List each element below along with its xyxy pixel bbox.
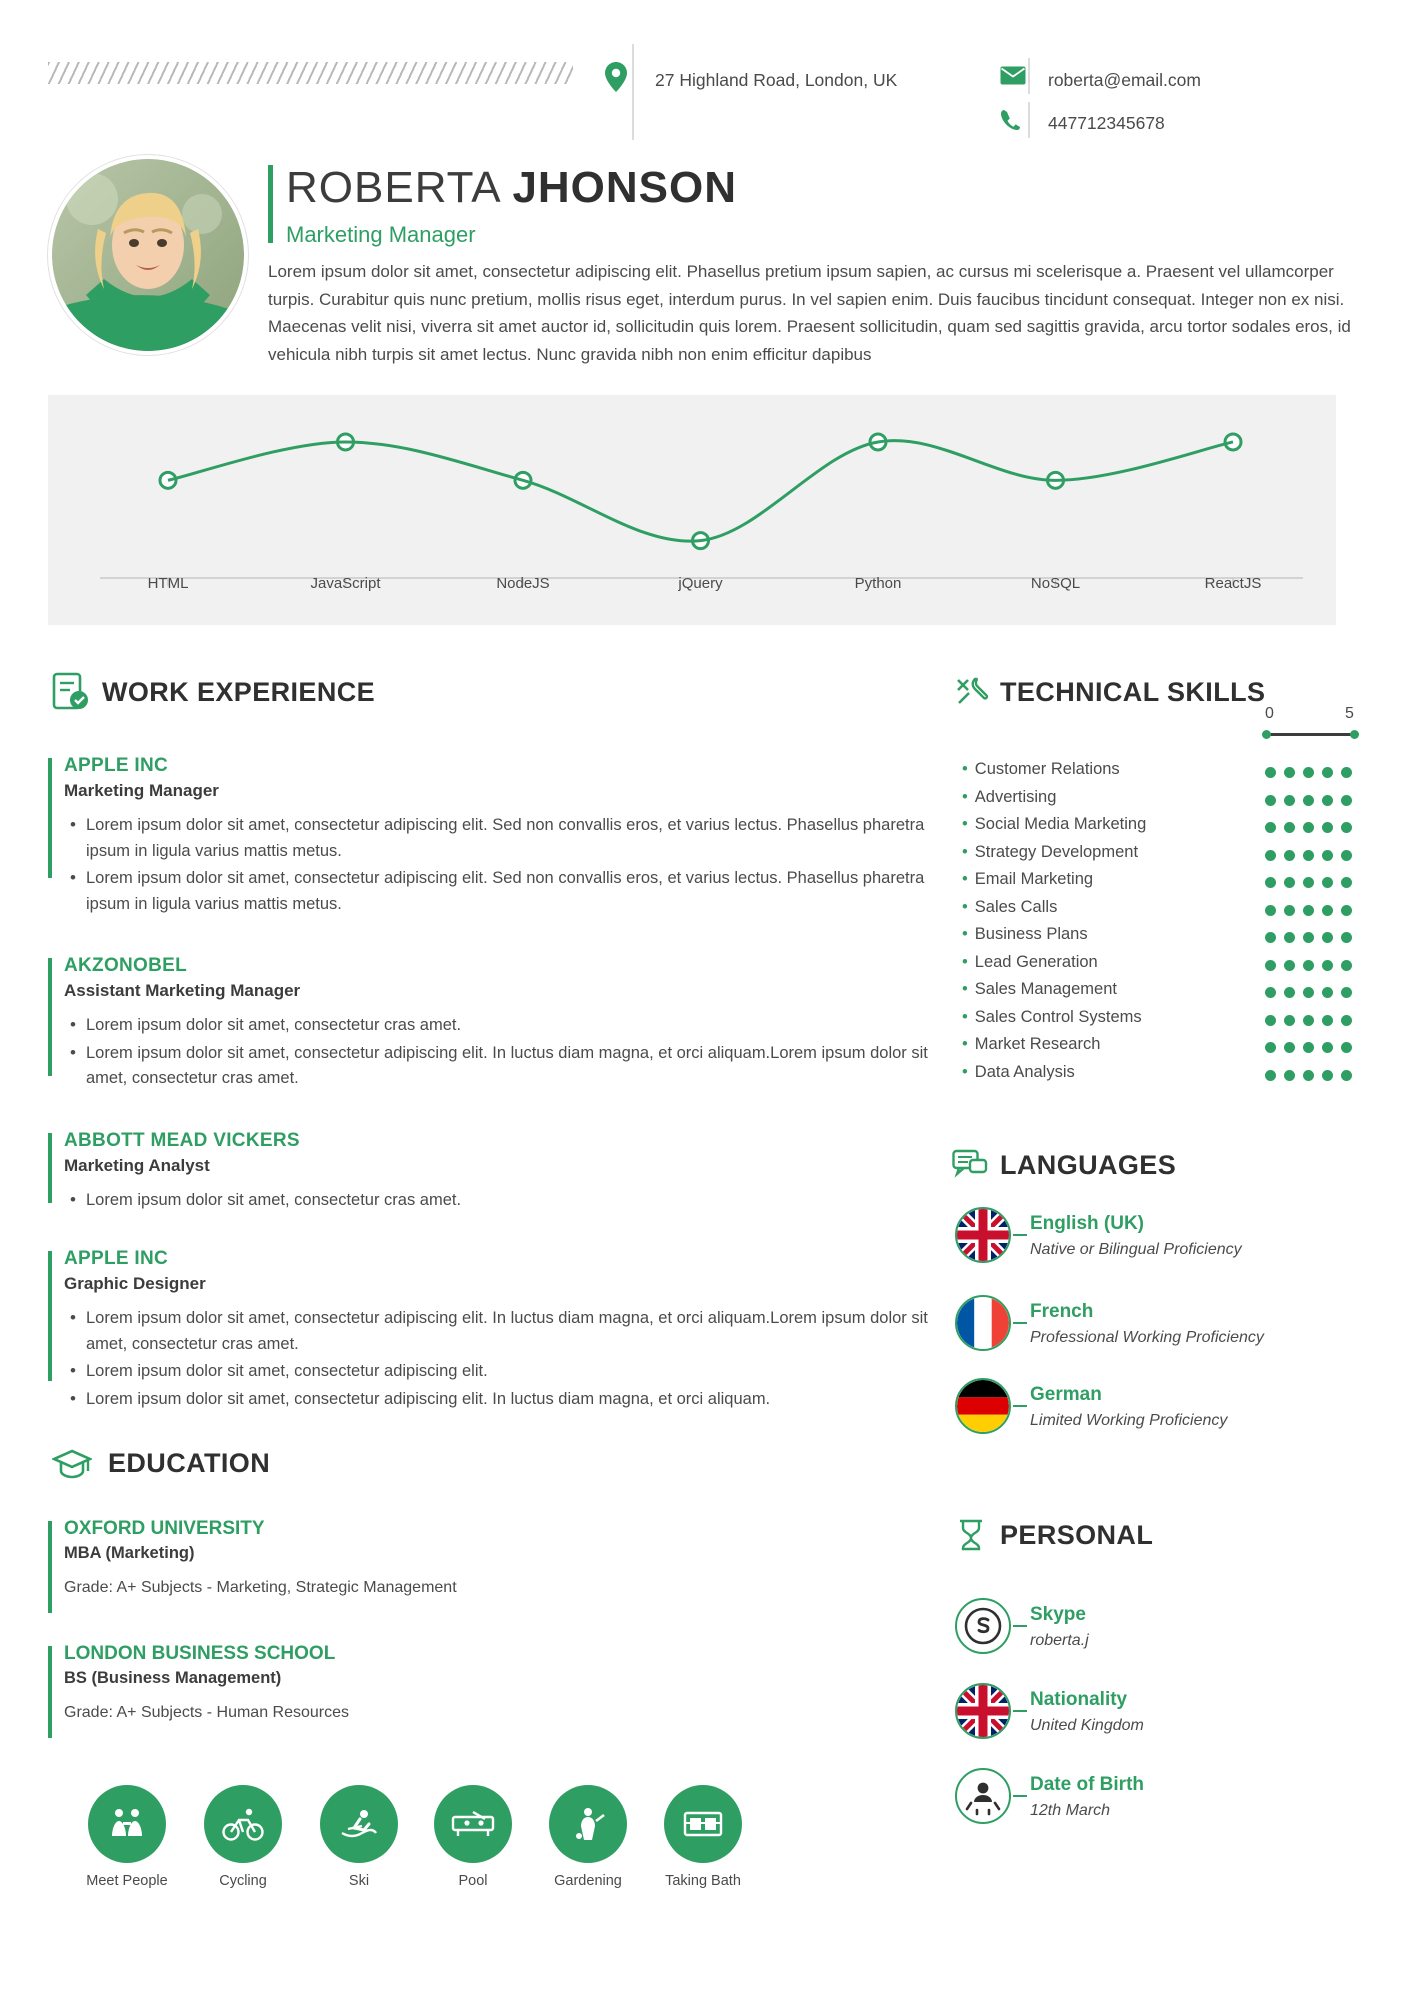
work-experience-item <box>48 955 928 1094</box>
address-text: 27 Highland Road, London, UK <box>655 70 898 90</box>
water-ski-icon <box>320 1785 398 1863</box>
baby-icon <box>955 1768 1011 1824</box>
rating-dot <box>1322 767 1333 778</box>
hobby-item <box>533 1785 643 1889</box>
language-name: English (UK) <box>1030 1213 1144 1234</box>
degree-name: BS (Business Management) <box>64 1669 282 1687</box>
hobby-item <box>72 1785 182 1889</box>
skill-rating <box>1265 985 1365 1003</box>
job-bullet: • Lorem ipsum dolor sit amet, consectetur cras amet. <box>64 1013 928 1039</box>
section-title-work: WORK EXPERIENCE <box>102 677 376 707</box>
chart-x-labels <box>48 575 1336 615</box>
rating-dot <box>1322 822 1333 833</box>
chart-x-label: Python <box>854 575 902 592</box>
rating-dot <box>1303 1042 1314 1053</box>
item-accent-bar <box>48 758 52 878</box>
rating-dot <box>1303 987 1314 998</box>
connector-dash <box>1013 1234 1027 1236</box>
school-name: LONDON BUSINESS SCHOOL <box>64 1643 336 1664</box>
language-name: French <box>1030 1301 1094 1322</box>
watering-can-icon <box>549 1785 627 1863</box>
personal-value: United Kingdom <box>1030 1717 1144 1734</box>
hobby-item <box>648 1785 758 1889</box>
rating-dot <box>1303 960 1314 971</box>
first-name: ROBERTA <box>286 163 513 212</box>
language-level: Native or Bilingual Proficiency <box>1030 1241 1242 1258</box>
job-bullet: • Lorem ipsum dolor sit amet, consectetur adipiscing elit. In luctus diam magna, et orci aliquam.Lorem ipsum dolor sit amet, consectetur cras amet. <box>64 1041 928 1092</box>
rating-dot <box>1265 877 1276 888</box>
job-bullet: • Lorem ipsum dolor sit amet, consectetur adipiscing elit. <box>64 1359 928 1385</box>
chart-line <box>168 441 1233 542</box>
rating-dot <box>1341 1015 1352 1026</box>
rating-dot <box>1265 1015 1276 1026</box>
divider-email <box>1028 58 1030 94</box>
chart-x-label: ReactJS <box>1204 575 1262 592</box>
vertical-divider <box>632 44 634 140</box>
rating-dot <box>1341 932 1352 943</box>
personal-value: 12th March <box>1030 1802 1111 1819</box>
pool-table-icon <box>434 1785 512 1863</box>
job-title: Graphic Designer <box>64 1274 206 1293</box>
item-accent-bar <box>48 958 52 1076</box>
skill-rating <box>1265 958 1365 976</box>
education-item <box>48 1643 928 1722</box>
skill-rating <box>1265 875 1365 893</box>
language-name: German <box>1030 1384 1102 1405</box>
divider-phone <box>1028 102 1030 138</box>
rating-dot <box>1284 795 1295 806</box>
job-bullets <box>64 1013 928 1092</box>
france-flag-icon <box>955 1295 1011 1351</box>
job-bullet: • Lorem ipsum dolor sit amet, consectetur adipiscing elit. Sed non convallis eros, et varius lectus. Phasellus pharetra ipsum in ligula varius mattis metus. <box>64 866 928 917</box>
tools-icon <box>955 675 989 714</box>
skill-rating <box>1265 793 1365 811</box>
hatch-decoration <box>48 62 573 84</box>
job-role: Marketing Manager <box>286 222 476 247</box>
language-level: Professional Working Proficiency <box>1030 1329 1264 1346</box>
rating-dot <box>1322 1070 1333 1081</box>
company-name: APPLE INC <box>64 1248 169 1269</box>
scale-max-label: 5 <box>1345 705 1354 722</box>
hobby-label: Taking Bath <box>665 1873 741 1889</box>
skill-label: • Lead Generation <box>962 953 1098 972</box>
company-name: AKZONOBEL <box>64 955 188 976</box>
connector-dash <box>1013 1710 1027 1712</box>
rating-dot <box>1303 795 1314 806</box>
page-title <box>286 163 737 213</box>
job-bullets <box>64 1188 928 1214</box>
bicycle-icon <box>204 1785 282 1863</box>
contact-bar <box>0 0 1416 150</box>
skill-rating <box>1265 1068 1365 1086</box>
rating-dot <box>1284 877 1295 888</box>
personal-label: Skype <box>1030 1604 1086 1625</box>
grade-text: Grade: A+ Subjects - Human Resources <box>64 1704 350 1721</box>
rating-dot <box>1322 905 1333 916</box>
connector-dash <box>1013 1625 1027 1627</box>
rating-dot <box>1265 850 1276 861</box>
personal-label: Date of Birth <box>1030 1774 1144 1795</box>
rating-dot <box>1341 987 1352 998</box>
email-text[interactable]: roberta@email.com <box>1048 70 1201 90</box>
rating-dot <box>1341 877 1352 888</box>
rating-dot <box>1322 1042 1333 1053</box>
profile-summary: Lorem ipsum dolor sit amet, consectetur adipiscing elit. Phasellus pretium ipsum sapien, ac cursus mi scelerisque a. Praesent vel ullamcorper turpis. Curabitur quis nunc pretium, mollis risus eget, interdum purus. In vel sapien enim. Duis faucibus tincidunt consequat. Integer non ex nisi. Maecenas velit nisi, viverra sit amet auctor id, sollicitudin quis lorem. Praesent sollicitudin, quam sed sagittis gravida, arcu tortor sodales eros, id vehicula nibh turpis sit amet lectus. Nunc gravida nibh non enim efficitur dapibus <box>268 262 1351 364</box>
connector-dash <box>1013 1795 1027 1797</box>
skill-label: • Sales Control Systems <box>962 1008 1142 1027</box>
rating-dot <box>1284 1070 1295 1081</box>
personal-value: roberta.j <box>1030 1632 1089 1649</box>
phone-text[interactable]: 447712345678 <box>1048 113 1165 133</box>
rating-dot <box>1284 1015 1295 1026</box>
rating-dot <box>1303 850 1314 861</box>
item-accent-bar <box>48 1133 52 1203</box>
document-badge-icon <box>52 672 90 717</box>
envelope-icon <box>1000 66 1026 90</box>
rating-dot <box>1322 795 1333 806</box>
rating-dot <box>1303 877 1314 888</box>
skill-rating <box>1265 1040 1365 1058</box>
scale-min-label: 0 <box>1265 705 1274 722</box>
rating-dot <box>1265 932 1276 943</box>
rating-dot <box>1284 822 1295 833</box>
hobby-label: Ski <box>348 1873 370 1889</box>
skype-icon <box>955 1598 1011 1654</box>
education-item <box>48 1518 928 1597</box>
work-experience-item <box>48 1130 928 1216</box>
job-bullet: • Lorem ipsum dolor sit amet, consectetur adipiscing elit. Sed non convallis eros, et varius lectus. Phasellus pharetra ipsum in ligula varius mattis metus. <box>64 813 928 864</box>
chart-x-label: HTML <box>147 575 189 592</box>
avatar <box>48 155 248 355</box>
job-bullets <box>64 1306 928 1412</box>
hobby-item <box>418 1785 528 1889</box>
rating-dot <box>1322 960 1333 971</box>
skills-line-chart <box>48 395 1336 625</box>
rating-dot <box>1303 905 1314 916</box>
rating-dot <box>1284 905 1295 916</box>
rating-dot <box>1265 1042 1276 1053</box>
rating-dot <box>1284 960 1295 971</box>
rating-dot <box>1322 1015 1333 1026</box>
phone-icon <box>1000 108 1024 137</box>
hobby-item <box>304 1785 414 1889</box>
rating-dot <box>1322 850 1333 861</box>
rating-dot <box>1322 932 1333 943</box>
section-title-personal: PERSONAL <box>1000 1520 1154 1550</box>
skill-rating <box>1265 930 1365 948</box>
job-title: Marketing Manager <box>64 781 219 800</box>
chat-bubbles-icon <box>952 1148 988 1185</box>
rating-dot <box>1265 767 1276 778</box>
rating-dot <box>1265 822 1276 833</box>
chart-x-label: NodeJS <box>496 575 550 592</box>
rating-dot <box>1265 987 1276 998</box>
location-pin-icon <box>604 62 628 97</box>
connector-dash <box>1013 1405 1027 1407</box>
skill-label: • Sales Management <box>962 980 1117 999</box>
work-experience-item <box>48 1248 928 1414</box>
rating-dot <box>1303 1015 1314 1026</box>
work-experience-item <box>48 755 928 919</box>
job-title: Marketing Analyst <box>64 1156 210 1175</box>
rating-dot <box>1284 1042 1295 1053</box>
hobby-label: Cycling <box>219 1873 267 1889</box>
rating-dot <box>1265 795 1276 806</box>
skill-rating <box>1265 820 1365 838</box>
skill-label: • Email Marketing <box>962 870 1093 889</box>
skill-rating <box>1265 1013 1365 1031</box>
rating-dot <box>1284 850 1295 861</box>
company-name: APPLE INC <box>64 755 169 776</box>
last-name: JHONSON <box>512 163 738 212</box>
job-bullet: • Lorem ipsum dolor sit amet, consectetur cras amet. <box>64 1188 928 1214</box>
two-people-icon <box>88 1785 166 1863</box>
rating-dot <box>1341 905 1352 916</box>
scale-line <box>1265 733 1357 736</box>
rating-dot <box>1265 905 1276 916</box>
graduation-cap-icon <box>52 1448 92 1487</box>
rating-dot <box>1341 822 1352 833</box>
company-name: ABBOTT MEAD VICKERS <box>64 1130 300 1151</box>
job-bullet: • Lorem ipsum dolor sit amet, consectetur adipiscing elit. In luctus diam magna, et orci aliquam.Lorem ipsum dolor sit amet, consectetur cras amet. <box>64 1306 928 1357</box>
rating-dot <box>1303 932 1314 943</box>
chart-x-label: jQuery <box>678 575 723 592</box>
rating-dot <box>1341 1070 1352 1081</box>
scale-dot-right <box>1350 730 1359 739</box>
skill-rating <box>1265 765 1365 783</box>
skill-rating <box>1265 848 1365 866</box>
personal-label: Nationality <box>1030 1689 1128 1710</box>
rating-dot <box>1284 767 1295 778</box>
rating-dot <box>1265 960 1276 971</box>
hobby-label: Gardening <box>554 1873 622 1889</box>
person-badge-icon <box>955 1518 987 1557</box>
skill-rating <box>1265 903 1365 921</box>
skill-label: • Sales Calls <box>962 898 1057 917</box>
section-title-languages: LANGUAGES <box>1000 1150 1177 1180</box>
chart-x-label: NoSQL <box>1030 575 1081 592</box>
rating-dot <box>1322 877 1333 888</box>
school-name: OXFORD UNIVERSITY <box>64 1518 265 1539</box>
grade-text: Grade: A+ Subjects - Marketing, Strategic Management <box>64 1579 457 1596</box>
rating-dot <box>1303 767 1314 778</box>
item-accent-bar <box>48 1646 52 1738</box>
hobby-item <box>188 1785 298 1889</box>
scale-dot-left <box>1262 730 1271 739</box>
bathtub-icon <box>664 1785 742 1863</box>
rating-dot <box>1341 960 1352 971</box>
item-accent-bar <box>48 1251 52 1381</box>
rating-dot <box>1303 1070 1314 1081</box>
rating-dot <box>1284 932 1295 943</box>
rating-dot <box>1303 822 1314 833</box>
rating-dot <box>1341 850 1352 861</box>
skill-label: • Market Research <box>962 1035 1100 1054</box>
skill-label: • Advertising <box>962 788 1056 807</box>
skill-label: • Business Plans <box>962 925 1088 944</box>
job-bullet: • Lorem ipsum dolor sit amet, consectetur adipiscing elit. In luctus diam magna, et orci aliquam. <box>64 1387 928 1413</box>
name-accent-bar <box>268 165 273 243</box>
skill-label: • Data Analysis <box>962 1063 1075 1082</box>
rating-dot <box>1341 795 1352 806</box>
uk-flag-icon <box>955 1683 1011 1739</box>
skill-label: • Strategy Development <box>962 843 1138 862</box>
uk-flag-icon <box>955 1207 1011 1263</box>
section-title-education: EDUCATION <box>108 1448 271 1478</box>
item-accent-bar <box>48 1521 52 1613</box>
job-bullets <box>64 813 928 917</box>
language-level: Limited Working Proficiency <box>1030 1412 1228 1429</box>
chart-x-label: JavaScript <box>310 575 381 592</box>
hobby-label: Meet People <box>86 1873 168 1889</box>
rating-dot <box>1322 987 1333 998</box>
rating-dot <box>1341 767 1352 778</box>
hobby-label: Pool <box>458 1873 488 1889</box>
rating-dot <box>1265 1070 1276 1081</box>
degree-name: MBA (Marketing) <box>64 1544 195 1562</box>
rating-dot <box>1341 1042 1352 1053</box>
job-title: Assistant Marketing Manager <box>64 981 301 1000</box>
germany-flag-icon <box>955 1378 1011 1434</box>
section-title-skills: TECHNICAL SKILLS <box>1000 677 1266 707</box>
skill-label: • Social Media Marketing <box>962 815 1146 834</box>
rating-dot <box>1284 987 1295 998</box>
connector-dash <box>1013 1322 1027 1324</box>
skill-label: • Customer Relations <box>962 760 1120 779</box>
